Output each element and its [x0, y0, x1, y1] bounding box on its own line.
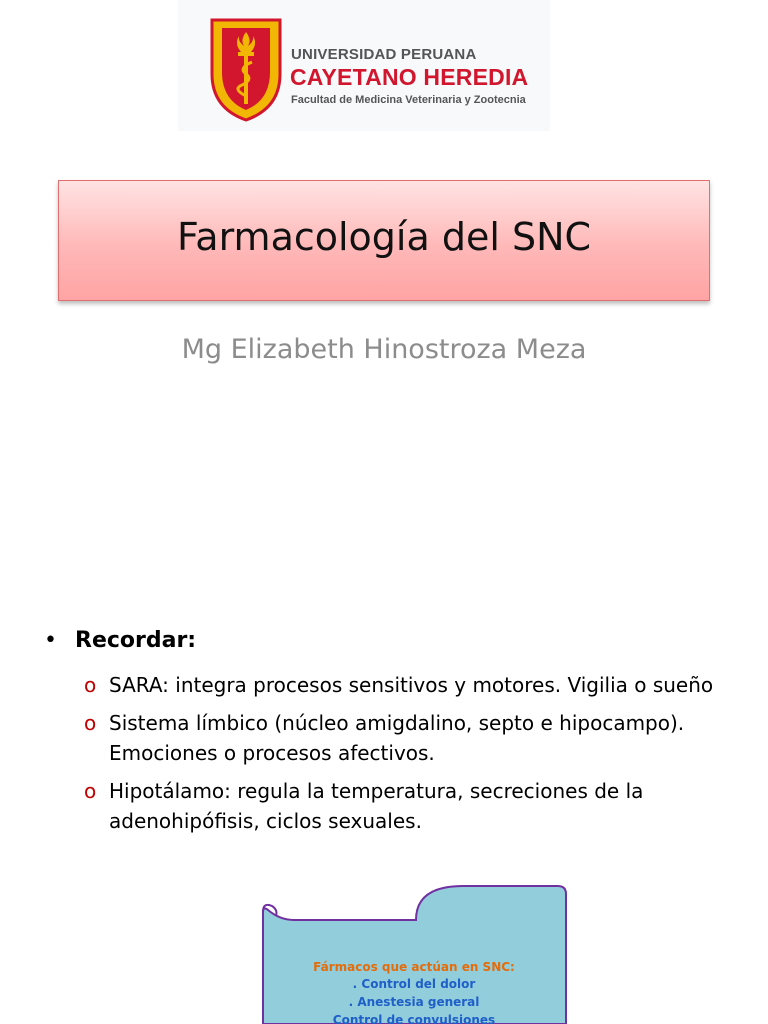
circle-bullet-icon: o	[84, 779, 97, 803]
recordar-heading: Recordar:	[75, 628, 197, 653]
list-item	[44, 708, 734, 768]
scroll-heading: Fármacos que actúan en SNC:	[313, 960, 515, 974]
recordar-list	[44, 628, 734, 836]
list-item-text: Sistema límbico (núcleo amigdalino, septo e hipocampo). Emociones o procesos afectivos.	[109, 711, 685, 765]
scroll-item: . Anestesia general	[348, 995, 480, 1009]
slide-subtitle: Mg Elizabeth Hinostroza Meza	[181, 334, 587, 365]
bullet-dot-icon: •	[44, 628, 57, 653]
logo-university-label: UNIVERSIDAD PERUANA	[291, 46, 477, 63]
circle-bullet-icon: o	[84, 711, 97, 735]
list-item-text: SARA: integra procesos sensitivos y motores. Vigilia o sueño	[109, 673, 714, 697]
scroll-item: . Control del dolor	[352, 977, 476, 991]
university-crest-icon	[208, 12, 284, 122]
scroll-item: Control de convulsiones	[332, 1013, 496, 1024]
list-item	[44, 670, 734, 700]
list-item-text: Hipotálamo: regula la temperatura, secreciones de la adenohipófisis, ciclos sexuales.	[109, 779, 644, 833]
recordar-heading-item	[44, 628, 734, 662]
logo-university-name: CAYETANO HEREDIA	[290, 64, 529, 90]
list-item	[44, 776, 734, 836]
circle-bullet-icon: o	[84, 673, 97, 697]
university-logo	[178, 0, 550, 131]
slide-title: Farmacología del SNC	[176, 215, 592, 259]
logo-faculty-name: Facultad de Medicina Veterinaria y Zootecnia	[291, 94, 526, 106]
